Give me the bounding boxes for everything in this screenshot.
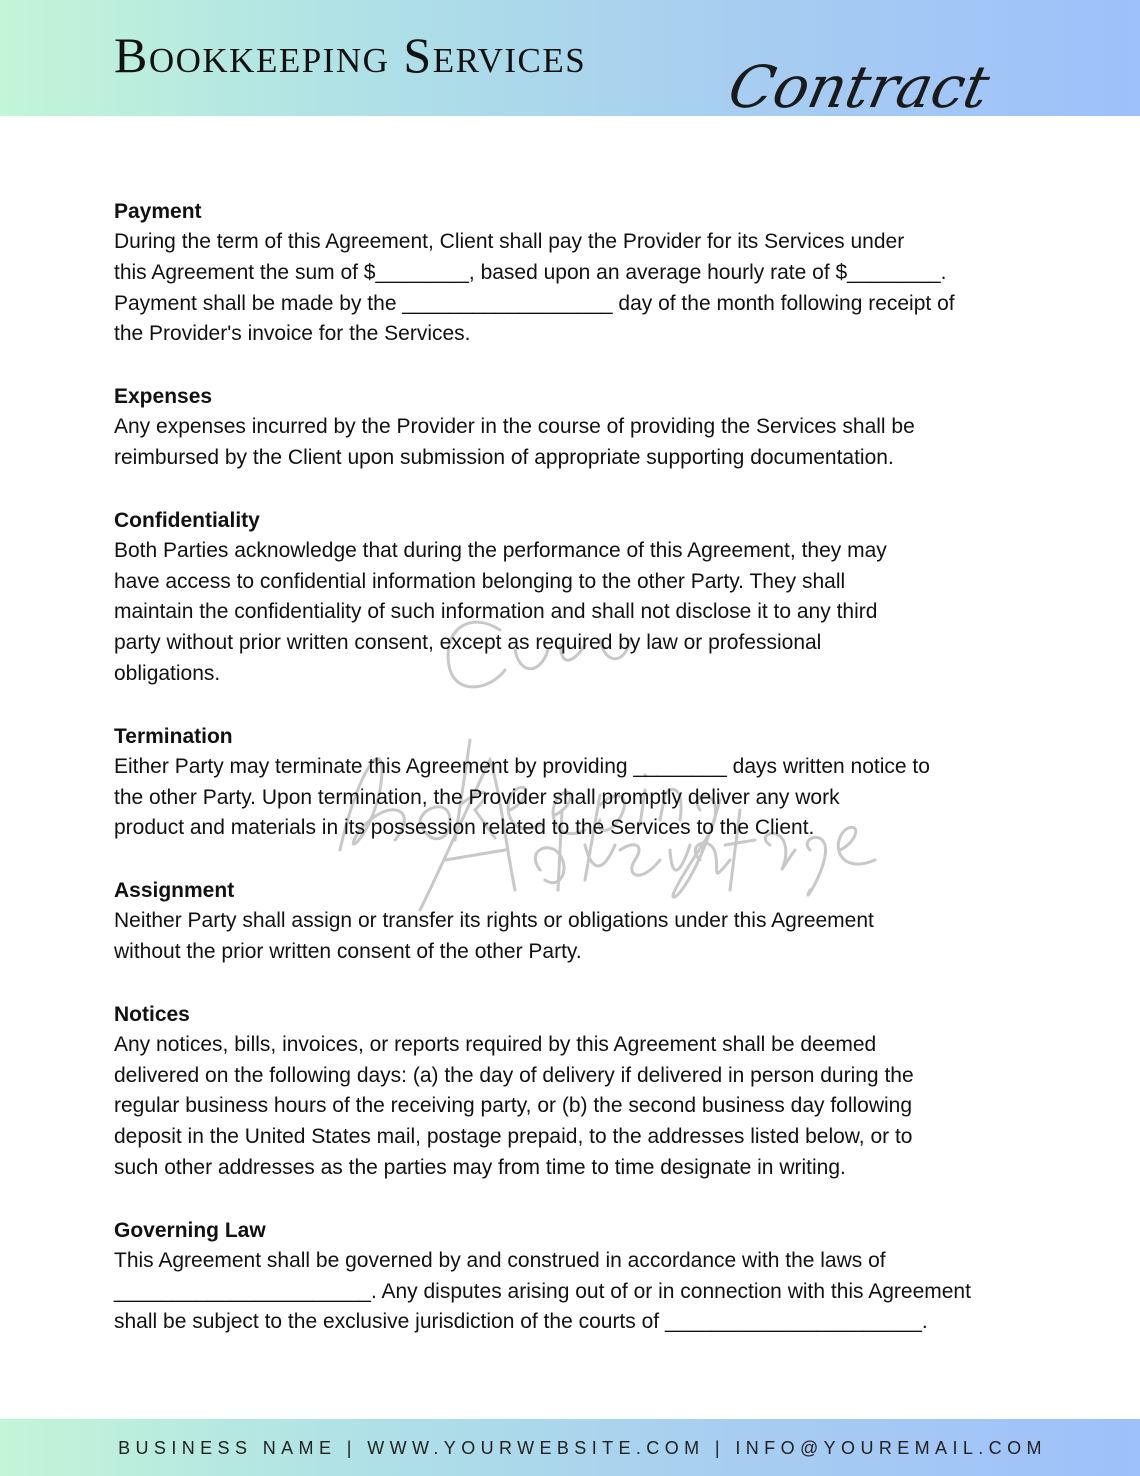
section-expenses bbox=[114, 381, 1029, 474]
section-text: Either Party may terminate this Agreement by providing ________ days written notice to the other Party. Upon termination, the Provider shall promptly deliver any work product and materials in its possession related to the Services to the Client. bbox=[114, 754, 930, 840]
section-notices bbox=[114, 999, 1029, 1184]
section-title: Payment bbox=[114, 200, 202, 223]
section-title: Confidentiality bbox=[114, 508, 260, 532]
section-text: Any notices, bills, invoices, or reports required by this Agreement shall be deemed delivered on the following days: (a) the day of delivery if delivered in person during the regular business hours of the receiving party, or (b) the second business day following deposit in the United States mail, postage prepaid, to the addresses listed below, or to such other addresses as the parties may from time to time designate in writing. bbox=[114, 1032, 914, 1179]
section-text: This Agreement shall be governed by and construed in accordance with the laws of ______________________. Any disputes arising out of or in connection with this Agreement shall be subject to the exclusive jurisdiction of the courts of ______________________. bbox=[114, 1248, 971, 1334]
contract-body bbox=[114, 196, 1029, 1369]
section-payment bbox=[114, 196, 1029, 350]
section-title: Termination bbox=[114, 724, 233, 748]
section-assignment bbox=[114, 875, 1029, 968]
document-subtitle: Contract bbox=[722, 53, 996, 121]
section-termination bbox=[114, 721, 1029, 844]
section-title: Assignment bbox=[114, 879, 235, 903]
section-title: Governing Law bbox=[114, 1218, 266, 1242]
footer-contact-line: BUSINESS NAME | WWW.YOURWEBSITE.COM | INFO@YOUREMAIL.COM bbox=[118, 1438, 1047, 1458]
section-confidentiality bbox=[114, 505, 1029, 690]
section-text: Both Parties acknowledge that during the performance of this Agreement, they may have access to confidential information belonging to the other Party. They shall maintain the confidentiality of such information and shall not disclose it to any third party without prior written consent, except as required by law or professional obligations. bbox=[114, 538, 887, 685]
section-governing-law bbox=[114, 1215, 1029, 1338]
section-text: Any expenses incurred by the Provider in the course of providing the Services shall be reimbursed by the Client upon submission of appropriate supporting documentation. bbox=[114, 415, 915, 469]
section-text: During the term of this Agreement, Client shall pay the Provider for its Services under this Agreement the sum of $________, based upon an average hourly rate of $________. Payment shall be made by the __________________ day of the month following receipt of the Provider's invoice for the Services. bbox=[114, 230, 955, 346]
section-title: Notices bbox=[114, 1002, 190, 1026]
document-title: Bookkeeping Services bbox=[114, 27, 587, 83]
section-text: Neither Party shall assign or transfer its rights or obligations under this Agreement without the prior written consent of the other Party. bbox=[114, 909, 874, 963]
section-title: Expenses bbox=[114, 385, 213, 409]
